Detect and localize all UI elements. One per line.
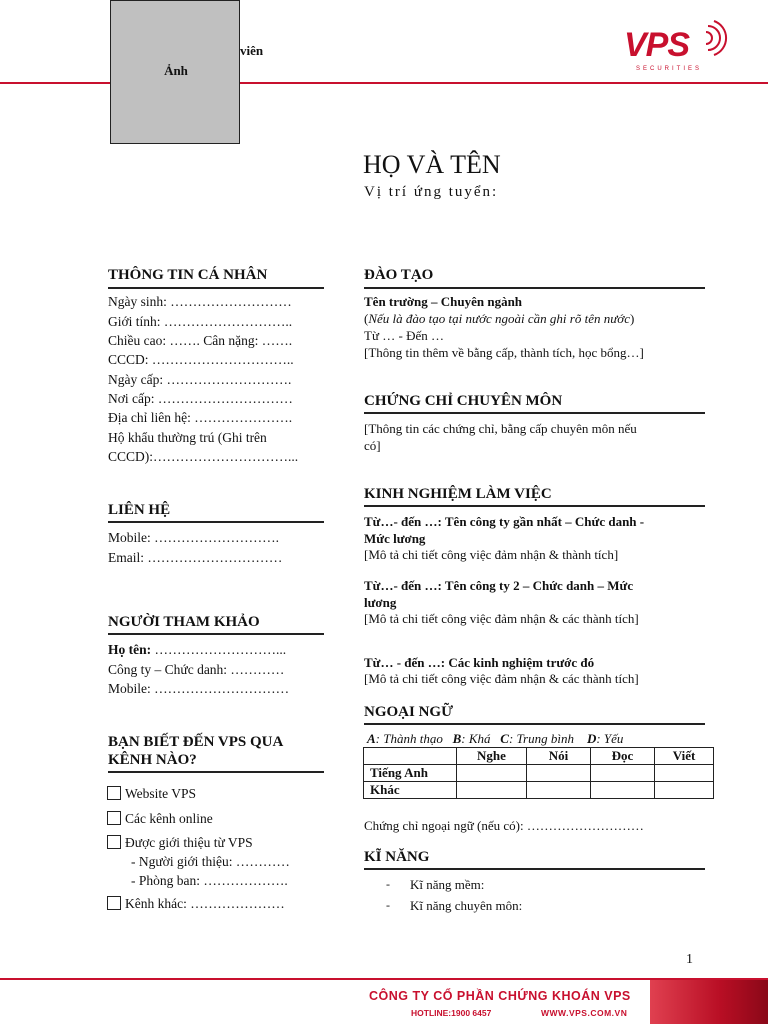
- personal-line: Nơi cấp: …………………………: [108, 391, 293, 406]
- reference-rule: [108, 633, 324, 635]
- personal-info-title: THÔNG TIN CÁ NHÂN: [108, 267, 268, 283]
- legend-text: : Khá: [461, 731, 491, 746]
- photo-label: Ảnh: [164, 63, 188, 78]
- languages-legend: [367, 731, 623, 747]
- candidate-role: Vị trí ứng tuyển:: [364, 184, 499, 200]
- skill-bullet: -: [386, 898, 390, 912]
- legend-key: B: [452, 731, 462, 746]
- education-note-open: (: [364, 311, 369, 326]
- certificates-line: có]: [364, 438, 381, 453]
- table-row: [364, 748, 714, 765]
- reference-title: NGƯỜI THAM KHẢO: [108, 614, 260, 630]
- legend-key: C: [500, 731, 509, 746]
- contact-email: Email: …………………………: [108, 550, 283, 565]
- table-row: [364, 765, 714, 782]
- channel-referrer: - Người giới thiệu: …………: [131, 854, 290, 869]
- channel-option-label: Website VPS: [125, 786, 197, 801]
- table-header-cell: Nói: [527, 748, 591, 765]
- education-note-text: Nếu là đào tạo tại nước ngoài cần ghi rõ tên nước: [368, 311, 631, 326]
- personal-line: CCCD):…………………………...: [108, 449, 299, 464]
- education-rule: [364, 287, 705, 289]
- table-cell[interactable]: [591, 782, 655, 799]
- education-extra: [Thông tin thêm về bằng cấp, thành tích, học bổng…]: [364, 345, 644, 360]
- channel-title-line2: KÊNH NÀO?: [108, 752, 197, 768]
- experience-item-head: Mức lương: [364, 531, 426, 546]
- channel-option-label: Các kênh online: [125, 811, 213, 826]
- contact-rule: [108, 521, 324, 523]
- channel-title-line1: BẠN BIẾT ĐẾN VPS QUA: [108, 734, 284, 750]
- channel-option-website[interactable]: [107, 786, 196, 802]
- languages-title: NGOẠI NGỮ: [364, 704, 454, 720]
- experience-item-desc: [Mô tả chi tiết công việc đảm nhận & các thành tích]: [364, 671, 639, 686]
- personal-line: Ngày sinh: ………………………: [108, 294, 292, 309]
- legend-key: A: [367, 731, 376, 746]
- channel-rule: [108, 771, 324, 773]
- skill-item: Kĩ năng chuyên môn:: [410, 898, 523, 913]
- table-row: [364, 782, 714, 799]
- table-row-label: Tiếng Anh: [364, 765, 457, 782]
- skill-item: Kĩ năng mềm:: [410, 877, 485, 892]
- channel-department: - Phòng ban: ……………….: [131, 873, 288, 888]
- certificates-rule: [364, 412, 705, 414]
- reference-name-dots: ………………………...: [151, 642, 287, 657]
- personal-line: Địa chỉ liên hệ: ………………….: [108, 410, 293, 425]
- personal-info-rule: [108, 287, 324, 289]
- personal-line: Chiều cao: ……. Cân nặng: …….: [108, 333, 293, 348]
- personal-line: Ngày cấp: ……………………….: [108, 372, 292, 387]
- education-note: [364, 311, 634, 327]
- language-table: [363, 747, 714, 799]
- checkbox-icon[interactable]: [107, 786, 121, 800]
- experience-item-head: Từ…- đến …: Tên công ty gần nhất – Chức danh -: [364, 514, 645, 529]
- certificates-line: [Thông tin các chứng chỉ, bằng cấp chuyên môn nếu: [364, 421, 637, 436]
- footer-band: [650, 980, 768, 1024]
- reference-company: Công ty – Chức danh: …………: [108, 662, 285, 677]
- footer-hotline: HOTLINE:1900 6457: [411, 1008, 492, 1018]
- page-number: 1: [686, 952, 693, 967]
- photo-placeholder: [110, 0, 240, 144]
- education-period: Từ … - Đến …: [364, 328, 444, 343]
- experience-item-desc: [Mô tả chi tiết công việc đảm nhận & thành tích]: [364, 547, 619, 562]
- education-note-close: ): [630, 311, 635, 326]
- personal-line: Hộ khẩu thường trú (Ghi trên: [108, 430, 267, 445]
- contact-title: LIÊN HỆ: [108, 502, 171, 518]
- languages-rule: [364, 723, 705, 725]
- table-row-label: Khác: [364, 782, 457, 799]
- contact-mobile: Mobile: ……………………….: [108, 530, 279, 545]
- legend-text: : Yếu: [596, 731, 624, 746]
- vps-logo: [624, 18, 734, 76]
- certificates-title: CHỨNG CHỈ CHUYÊN MÔN: [364, 393, 563, 409]
- skills-rule: [364, 868, 705, 870]
- experience-title: KINH NGHIỆM LÀM VIỆC: [364, 486, 552, 502]
- table-header-cell: [364, 748, 457, 765]
- experience-item-head: Từ… - đến …: Các kinh nghiệm trước đó: [364, 655, 595, 670]
- footer-company: CÔNG TY CỔ PHẦN CHỨNG KHOÁN VPS: [369, 989, 631, 1003]
- table-cell[interactable]: [655, 782, 714, 799]
- reference-name: [108, 642, 286, 658]
- channel-option-other[interactable]: [107, 896, 285, 912]
- checkbox-icon[interactable]: [107, 835, 121, 849]
- candidate-name: HỌ VÀ TÊN: [363, 150, 501, 179]
- checkbox-icon[interactable]: [107, 811, 121, 825]
- language-certificate: Chứng chỉ ngoại ngữ (nếu có): ………………………: [364, 818, 644, 833]
- table-header-cell: Nghe: [457, 748, 527, 765]
- table-cell[interactable]: [457, 765, 527, 782]
- table-header-cell: Đọc: [591, 748, 655, 765]
- channel-option-label: Được giới thiệu từ VPS: [125, 835, 253, 850]
- experience-item-desc: [Mô tả chi tiết công việc đảm nhận & các thành tích]: [364, 611, 639, 626]
- legend-key: D: [586, 731, 597, 746]
- skills-title: KĨ NĂNG: [364, 849, 430, 865]
- channel-option-online[interactable]: [107, 811, 213, 827]
- table-cell[interactable]: [527, 782, 591, 799]
- table-cell[interactable]: [527, 765, 591, 782]
- photo-partial-text: viên: [240, 43, 264, 58]
- signal-arcs-icon: [704, 18, 734, 58]
- education-title: ĐÀO TẠO: [364, 267, 434, 283]
- table-cell[interactable]: [655, 765, 714, 782]
- personal-line: CCCD: …………………………..: [108, 352, 294, 367]
- experience-rule: [364, 505, 705, 507]
- checkbox-icon[interactable]: [107, 896, 121, 910]
- education-school: Tên trường – Chuyên ngành: [364, 294, 523, 309]
- table-cell[interactable]: [457, 782, 527, 799]
- channel-option-referral[interactable]: [107, 835, 253, 851]
- logo-subtitle: SECURITIES: [636, 66, 703, 72]
- table-cell[interactable]: [591, 765, 655, 782]
- legend-text: : Thành thạo: [375, 731, 443, 746]
- experience-item-head: Từ…- đến …: Tên công ty 2 – Chức danh – Mức: [364, 578, 634, 593]
- personal-line: Giới tính: ………………………..: [108, 314, 293, 329]
- logo-text: VPS: [624, 26, 690, 64]
- table-header-cell: Viết: [655, 748, 714, 765]
- skill-bullet: -: [386, 877, 390, 891]
- legend-text: : Trung bình: [508, 731, 574, 746]
- reference-mobile: Mobile: …………………………: [108, 681, 290, 696]
- footer-website[interactable]: WWW.VPS.COM.VN: [541, 1008, 628, 1018]
- experience-item-head: lương: [364, 595, 397, 610]
- reference-name-label: Họ tên:: [108, 642, 152, 657]
- channel-option-label: Kênh khác: …………………: [125, 896, 285, 911]
